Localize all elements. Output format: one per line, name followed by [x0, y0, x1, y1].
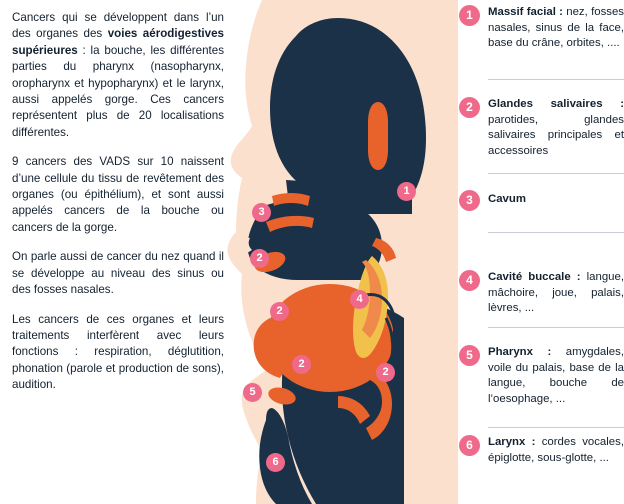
intro-text-column [12, 10, 224, 394]
legend-title-5: Pharynx : [488, 346, 552, 358]
legend-separator-1 [488, 79, 624, 80]
legend-desc-4: langue, mâchoire, joue, palais, lèvres, ... [488, 271, 624, 315]
intro-paragraph-4: Les cancers de ces organes et leurs traitements interfèrent avec leurs fonctions : respiration, déglutition, phonation (parole et production de sons), audition. [12, 312, 224, 392]
legend-separator-5 [488, 427, 624, 428]
legend-title-2: Glandes salivaires : [488, 98, 624, 110]
legend-text-4 [488, 270, 624, 317]
legend-separator-2 [488, 173, 624, 174]
legend-item-2[interactable] [459, 97, 624, 159]
legend-item-6[interactable] [459, 435, 624, 466]
legend-desc-6: cordes vocales, épiglotte, sous-glotte, ... [488, 436, 624, 464]
legend-number-3: 3 [459, 190, 480, 211]
legend-title-6: Larynx : [488, 436, 536, 448]
intro-paragraph-1: Cancers qui se développent dans l’un des organes des voies aérodigestives supérieures : la bouche, les différentes parties du pharynx (nasopharynx, oropharynx et hypopharynx) et le larynx, aussi appelés gorge. Ces cancers représentent plus de 20 localisations différentes. [12, 11, 224, 139]
legend-text-2 [488, 97, 624, 159]
legend-desc-2: parotides, glandes salivaires principales et accessoires [488, 113, 624, 157]
illustration-marker-2d[interactable]: 2 [376, 363, 395, 382]
intro-paragraph-3: On parle aussi de cancer du nez quand il se développe au niveau des sinus ou des fosses nasales. [12, 250, 224, 297]
legend-item-1[interactable] [459, 5, 624, 52]
legend-item-4[interactable] [459, 270, 624, 317]
legend-desc-5: amygdales, voile du palais, base de la langue, bouche de l’oesophage, ... [488, 346, 624, 405]
legend-separator-3 [488, 232, 624, 233]
legend-text-1 [488, 5, 624, 52]
legend-number-4: 4 [459, 270, 480, 291]
intro-paragraph-2: 9 cancers des VADS sur 10 naissent d’une cellule du tissu de revêtement des organes (ou épithélium), et sont aussi appelés cancers de la bouche ou cancers de la gorge. [12, 155, 224, 234]
legend-text-5 [488, 345, 624, 407]
head-anatomy-illustration [226, 0, 458, 504]
legend-column [459, 0, 624, 504]
legend-number-5: 5 [459, 345, 480, 366]
illustration-marker-2c[interactable]: 2 [292, 355, 311, 374]
legend-text-3 [488, 190, 624, 208]
legend-number-6: 6 [459, 435, 480, 456]
legend-number-2: 2 [459, 97, 480, 118]
illustration-marker-4[interactable]: 4 [350, 290, 369, 309]
illustration-marker-1[interactable]: 1 [397, 182, 416, 201]
illustration-marker-6[interactable]: 6 [266, 453, 285, 472]
legend-item-5[interactable] [459, 345, 624, 407]
legend-desc-1: nez, fosses nasales, sinus de la face, base du crâne, orbites, .... [488, 6, 624, 50]
legend-title-1: Massif facial : [488, 6, 563, 18]
illustration-marker-2a[interactable]: 2 [250, 249, 269, 268]
legend-text-6 [488, 435, 624, 466]
legend-title-4: Cavité buccale : [488, 271, 581, 283]
legend-title-3: Cavum [488, 193, 526, 205]
illustration-marker-3[interactable]: 3 [252, 203, 271, 222]
legend-number-1: 1 [459, 5, 480, 26]
sinus-orange-vertical [368, 102, 388, 170]
legend-separator-4 [488, 327, 624, 328]
legend-item-3[interactable] [459, 190, 624, 208]
illustration-marker-2b[interactable]: 2 [270, 302, 289, 321]
illustration-marker-5[interactable]: 5 [243, 383, 262, 402]
